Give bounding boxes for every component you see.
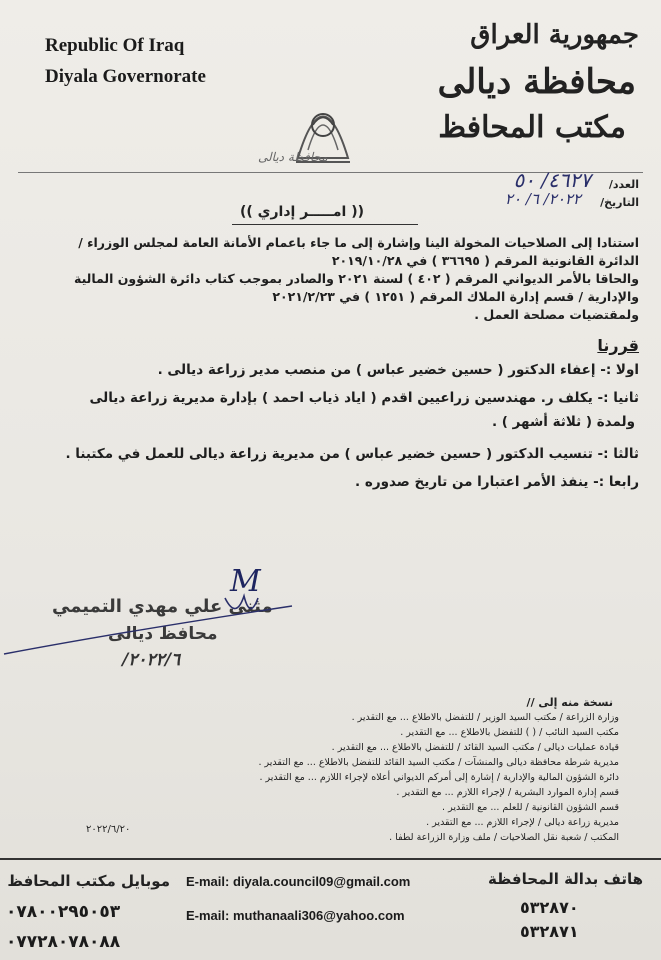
copy-line-6: قسم إدارة الموارد البشرية / لإجراء اللازم ... مع التقدير . (396, 787, 619, 798)
preamble-line-1: استنادا إلى الصلاحيات المخولة الينا وإشارة إلى ما جاء باعمام الأمانة العامة لمجلس الوزراء / (78, 235, 639, 250)
preamble-line-2: الدائرة القانونية المرقم ( ٣٦٦٩٥ ) في ٢٠١٩/١٠/٢٨ (331, 253, 639, 268)
footer-divider (0, 858, 661, 860)
preamble-line-4: والإدارية / قسم إدارة الملاك المرقم ( ١٢٥١ ) في ٢٠٢١/٢/٢٣ (272, 289, 639, 304)
copy-line-7: قسم الشؤون القانونية / للعلم ... مع التقدير . (442, 802, 619, 813)
copy-line-8: مديرية زراعة ديالى / لإجراء اللازم ... مع التقدير . (426, 817, 619, 828)
footer-mobile-2: ٠٧٧٢٨٠٧٨٠٨٨ (6, 932, 121, 952)
footer-email-2: E-mail: muthanaali306@yahoo.com (186, 908, 405, 923)
ref-number-value: ٤٦٢٧/ ٥٠ (513, 168, 591, 192)
signatory-role: محافظ ديالى (108, 624, 218, 644)
copy-line-4: مديرية شرطة محافظة ديالى والمنشآت / مكتب السيد القائد للتفضل بالاطلاع ... مع التقدير . (258, 757, 619, 768)
copies-title: نسخة منه إلى // (526, 696, 613, 709)
ref-date-label: التاريخ/ (600, 196, 639, 209)
preamble-line-3: والحاقا بالأمر الديواني المرقم ( ٤٠٢ ) لسنة ٢٠٢١ والصادر بموجب كتاب دائرة الشؤون المالية (73, 271, 639, 286)
copy-line-2: مكتب السيد النائب / ( ) للتفضل بالاطلاع ... مع التقدير . (400, 727, 619, 738)
signature-date: ٢٠٢٢/٦/ (122, 650, 181, 670)
signature-mark: M (230, 564, 261, 599)
footer-mobile-label: موبايل مكتب المحافظ (7, 872, 170, 890)
emblem-caption: محافظة ديالى (258, 150, 328, 164)
decided-heading: قررنا (597, 336, 639, 355)
header-en-line2: Diyala Governorate (45, 66, 206, 87)
title-underline (232, 224, 418, 225)
ref-date-value: ٢٠٢٢/ ٦/ ٢٠ (504, 190, 581, 208)
footer-email-1: E-mail: diyala.council09@gmail.com (186, 874, 411, 889)
footer-phone-1: ٥٣٢٨٧٠ (520, 898, 579, 917)
order-title: (( امـــــر إداري )) (240, 204, 364, 220)
signatory-name: مثنى علي مهدي التميمي (52, 596, 273, 617)
order-item-4: رابعا :- ينفذ الأمر اعتبارا من تاريخ صدوره . (355, 474, 639, 490)
footer-phone-2: ٥٣٢٨٧١ (520, 922, 579, 941)
header-ar-line1: جمهورية العراق (470, 20, 639, 50)
ref-number-label: العدد/ (608, 178, 639, 191)
order-item-3: ثالثا :- تنسيب الدكتور ( حسين خضير عباس ) من مديرية زراعة ديالى للعمل في مكتبنا . (65, 446, 639, 462)
copy-line-9: المكتب / شعبة نقل الصلاحيات / ملف وزارة الزراعة لطفا . (389, 832, 619, 843)
copies-date: ٢٠٢٢/٦/٢٠ (86, 824, 131, 835)
preamble-line-5: ولمقتضيات مصلحة العمل . (474, 307, 639, 322)
copy-line-3: قيادة عمليات ديالى / مكتب السيد القائد / للتفضل بالاطلاع ... مع التقدير . (331, 742, 619, 753)
footer-mobile-1: ٠٧٨٠٠٢٩٥٠٥٣ (6, 902, 121, 922)
order-item-1: اولا :- إعفاء الدكتور ( حسين خضير عباس ) من منصب مدير زراعة ديالى . (157, 362, 639, 378)
header-ar-line2: محافظة ديالى (437, 62, 636, 102)
copy-line-1: وزارة الزراعة / مكتب السيد الوزير / للتفضل بالاطلاع ... مع التقدير . (351, 712, 619, 723)
order-item-2: ثانيا :- يكلف ر. مهندسين زراعيين اقدم ( اياد ذياب احمد ) بإدارة مديرية زراعة ديالى (89, 390, 639, 406)
copy-line-5: دائرة الشؤون المالية والإدارية / إشارة إلى أمركم الديواني أعلاه لإجراء اللازم ... مع التقدير . (259, 772, 619, 783)
header-ar-line3: مكتب المحافظ (438, 110, 626, 145)
footer-phone-label: هاتف بدالة المحافظة (488, 870, 643, 888)
header-en-line1: Republic Of Iraq (45, 35, 185, 56)
order-item-2-cont: ولمدة ( ثلاثة أشهر ) . (491, 414, 635, 430)
